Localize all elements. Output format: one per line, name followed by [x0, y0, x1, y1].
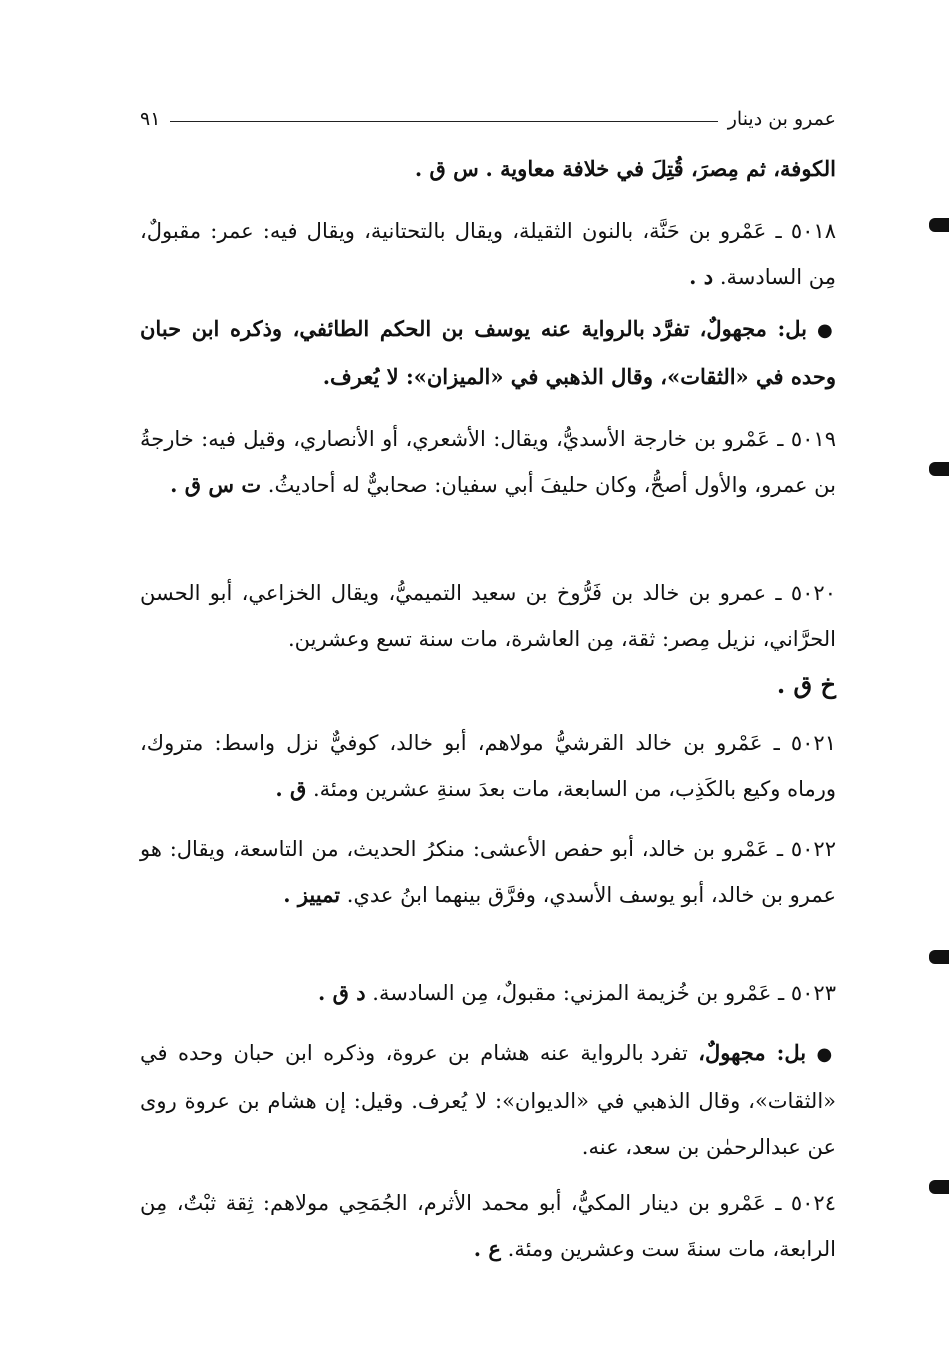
entry-tags: ت س ق .	[170, 472, 262, 497]
edge-tab-mark	[929, 950, 949, 964]
entry-tags: ع .	[473, 1236, 501, 1261]
entry-tags: تمييز .	[283, 882, 341, 907]
edge-tab-mark	[929, 218, 949, 232]
entry-number: ٥٠٢٣	[790, 981, 836, 1005]
header-rule	[170, 121, 717, 122]
entry-5023: ٥٠٢٣ ـ عَمْرو بن خُزيمة المزني: مقبولٌ، مِن السادسة. د ق .	[318, 980, 836, 1005]
entry-text: عَمْرو بن دينار المكيُّ، أبو محمد الأثرم، الجُمَحِي مولاهم: ثِقة ثبْتٌ، مِن الرابعة، مات سنةَ ست وعشرين ومئة.	[140, 1191, 836, 1261]
bullet-dot-icon: ●	[817, 320, 836, 341]
entry-5022: ٥٠٢٢ ـ عَمْرو بن خالد، أبو حفص الأعشى: منكرُ الحديث، من التاسعة، ويقال: هو عمرو بن خالد، أبو يوسف الأسدي، وفرَّق بينهما ابنُ عدي. تمييز .	[140, 837, 836, 907]
comment-text: تفرَّد بالرواية عنه يوسف بن الحكم الطائفي، وذكره ابن حبان وحده في «الثقات»، وقال الذهبي في «الميزان»: لا يُعرف.	[140, 316, 836, 389]
entry-tags: س ق .	[414, 156, 479, 181]
entry-5019: ٥٠١٩ ـ عَمْرو بن خارجة الأسديُّ، ويقال: الأشعري، أو الأنصاري، وقيل فيه: خارجةُ بن عمرو، والأول أصحُّ، وكان حليفَ أبي سفيان: صحابيٌّ له أحاديثُ. ت س ق .	[140, 427, 836, 497]
entry-tags: د .	[689, 264, 714, 289]
comment-block	[140, 306, 836, 400]
entry-tags: ق .	[275, 776, 307, 801]
entry-5020: ٥٠٢٠ ـ عمرو بن خالد بن فَرُّوخ بن سعيد التميميُّ، ويقال الخزاعي، أبو الحسن الحرَّاني، نزيل مِصر: ثقة، مِن العاشرة، مات سنة تسع وعشرين. خ ق .	[140, 581, 836, 699]
comment-prefix: بل: مجهولٌ،	[698, 1040, 807, 1065]
comment-block	[140, 1030, 836, 1170]
entry-text: عَمْرو بن خالد، أبو حفص الأعشى: منكرُ الحديث، من التاسعة، ويقال: هو عمرو بن خالد، أبو يوسف الأسدي، وفرَّق بينهما ابنُ عدي.	[140, 837, 836, 907]
comment-text: تفرد بالرواية عنه هشام بن عروة، وذكره ابن حبان وحده في «الثقات»، وقال الذهبي في «الديوان»: لا يُعرف. وقيل: إن هشام بن عروة روى عن عبدالرحمٰن بن سعد، عنه.	[140, 1041, 836, 1159]
edge-tab-mark	[929, 462, 949, 476]
entry-tags: د ق .	[318, 980, 366, 1005]
entry-number: ٥٠١٩	[790, 427, 836, 451]
entry-text: الكوفة، ثم مِصرَ، قُتِلَ في خلافة معاوية .	[485, 156, 836, 181]
entry-5018: ٥٠١٨ ـ عَمْرو بن حَنَّة، بالنون الثقيلة، ويقال بالتحتانية، ويقال فيه: عمر: مقبولٌ، مِن السادسة. د .	[140, 219, 836, 289]
entry-number: ٥٠٢٤	[790, 1191, 836, 1215]
comment-prefix: بل: مجهولٌ،	[699, 316, 808, 341]
entry-number: ٥٠١٨	[790, 219, 836, 243]
bullet-dot-icon: ●	[816, 1044, 836, 1065]
entry-5021: ٥٠٢١ ـ عَمْرو بن خالد القرشيُّ مولاهم، أبو خالد، كوفيٌّ نزل واسط: متروك، ورماه وكيع بالكَذِب، من السابعة، مات بعدَ سنةِ عشرين ومئة. ق .	[140, 731, 836, 801]
page-number: ٩١	[140, 108, 161, 130]
entry-text: عَمْرو بن خالد القرشيُّ مولاهم، أبو خالد، كوفيٌّ نزل واسط: متروك، ورماه وكيع بالكَذِب، من السابعة، مات بعدَ سنةِ عشرين ومئة.	[140, 731, 836, 801]
entry-continuation	[140, 146, 836, 192]
entry-number: ٥٠٢٢	[790, 837, 836, 861]
running-header	[140, 104, 836, 134]
entry-number: ٥٠٢٠	[790, 581, 836, 605]
entry-text: عَمْرو بن حَنَّة، بالنون الثقيلة، ويقال بالتحتانية، ويقال فيه: عمر: مقبولٌ، مِن السادسة.	[140, 219, 836, 289]
entry-5024: ٥٠٢٤ ـ عَمْرو بن دينار المكيُّ، أبو محمد الأثرم، الجُمَحِي مولاهم: ثِقة ثبْتٌ، مِن الرابعة، مات سنةَ ست وعشرين ومئة. ع .	[140, 1191, 836, 1261]
entry-number: ٥٠٢١	[790, 731, 836, 755]
entry-tags: خ ق .	[776, 670, 836, 699]
entry-text: عَمْرو بن خُزيمة المزني: مقبولٌ، مِن السادسة.	[372, 981, 772, 1005]
entry-text: عمرو بن خالد بن فَرُّوخ بن سعيد التميميُّ، ويقال الخزاعي، أبو الحسن الحرَّاني، نزيل مِصر: ثقة، مِن العاشرة، مات سنة تسع وعشرين.	[140, 581, 836, 651]
edge-tab-mark	[929, 1180, 949, 1194]
running-title: عمرو بن دينار	[727, 108, 836, 130]
entry-text: عَمْرو بن خارجة الأسديُّ، ويقال: الأشعري، أو الأنصاري، وقيل فيه: خارجةُ بن عمرو، والأول أصحُّ، وكان حليفَ أبي سفيان: صحابيٌّ له أحاديثُ.	[140, 427, 836, 497]
